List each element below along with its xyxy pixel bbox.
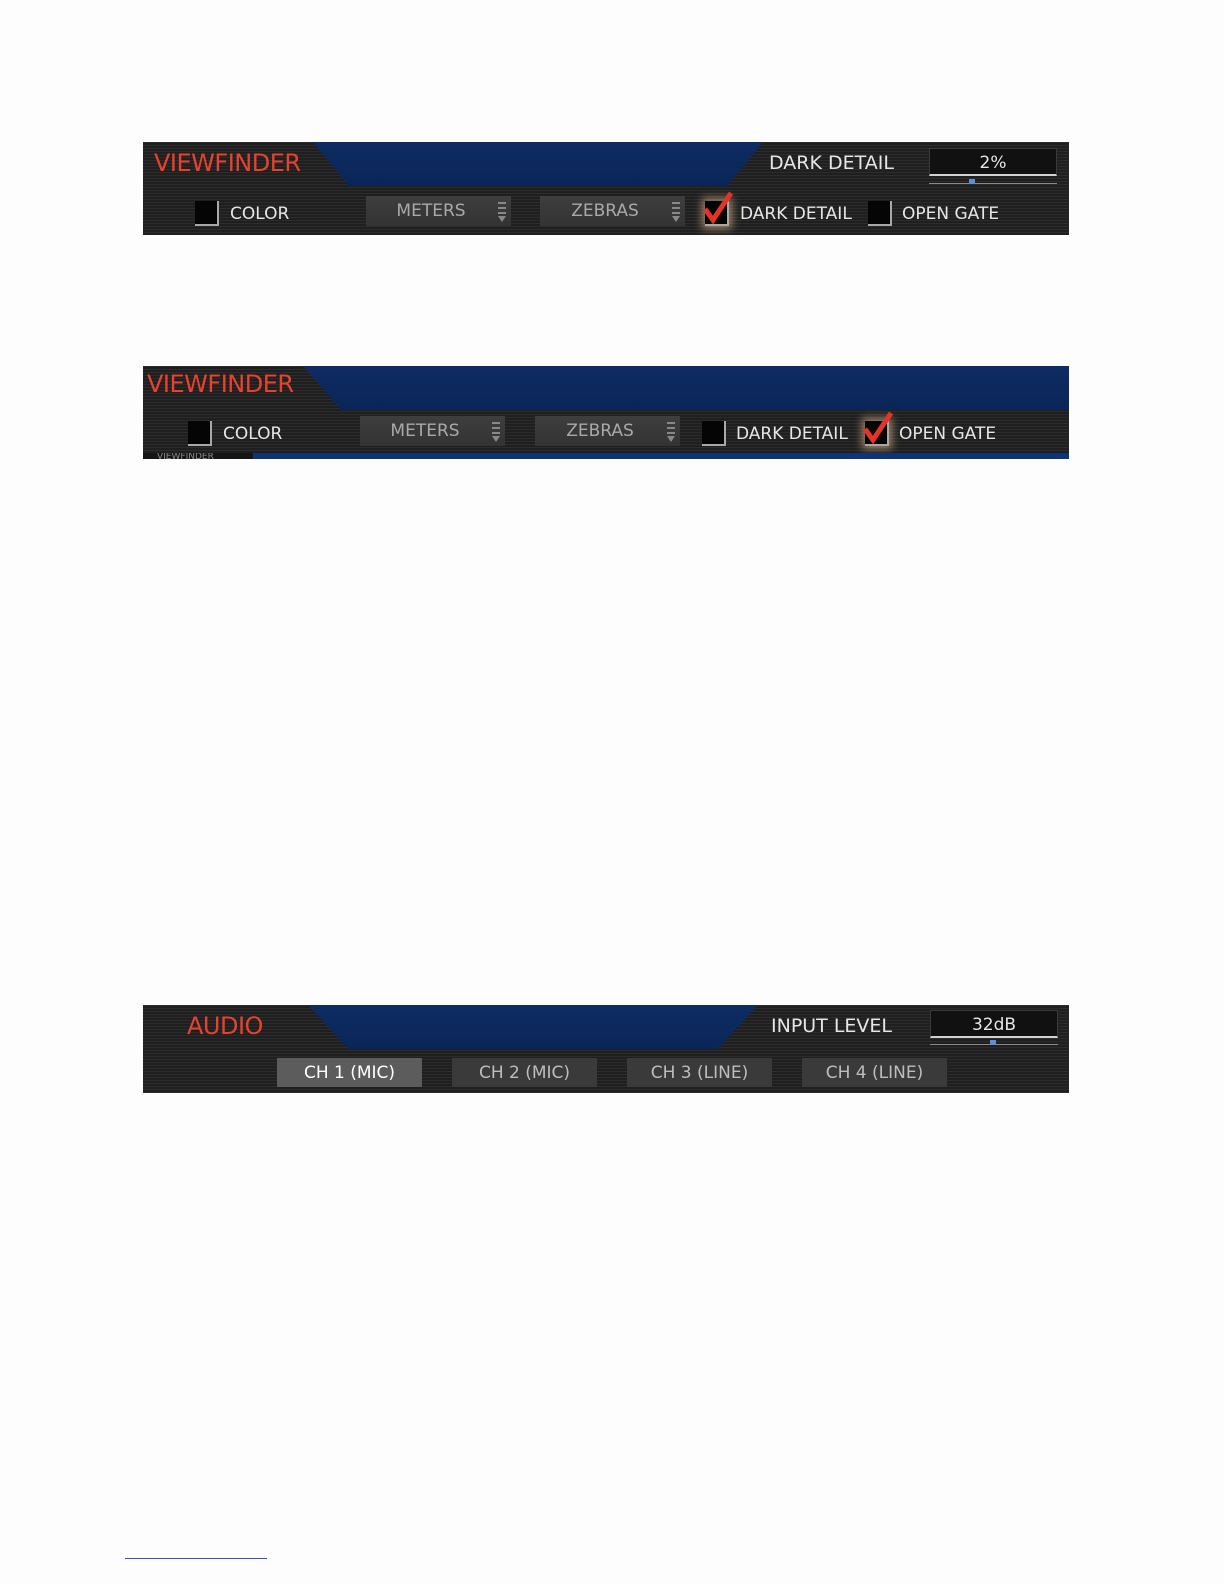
- color-label: COLOR: [223, 424, 283, 444]
- meters-dropdown[interactable]: [366, 196, 511, 226]
- slider-knob[interactable]: [990, 1040, 996, 1045]
- dark-detail-checkbox-label: DARK DETAIL: [736, 424, 848, 444]
- meters-dropdown-label: METERS: [390, 421, 460, 441]
- sub-tab-viewfinder[interactable]: VIEWFINDER: [143, 453, 253, 459]
- tab-ch3[interactable]: CH 3 (LINE): [627, 1058, 772, 1087]
- footnote-separator: [125, 1558, 267, 1559]
- viewfinder-panel-dark-detail: [143, 142, 1069, 235]
- color-checkbox[interactable]: [188, 421, 212, 446]
- chevron-down-icon: [671, 199, 681, 223]
- check-icon: [862, 411, 894, 445]
- open-gate-label: OPEN GATE: [902, 204, 1000, 224]
- audio-panel: [143, 1005, 1069, 1093]
- panel-header-band: [303, 366, 1069, 410]
- dark-detail-checkbox[interactable]: [705, 201, 729, 226]
- zebras-dropdown-label: ZEBRAS: [566, 421, 634, 441]
- open-gate-checkbox[interactable]: [868, 201, 892, 226]
- zebras-dropdown[interactable]: [535, 416, 680, 446]
- slider-knob[interactable]: [969, 179, 975, 184]
- input-level-label: INPUT LEVEL: [771, 1015, 893, 1037]
- bottom-blue-strip: [253, 453, 1069, 459]
- zebras-dropdown-label: ZEBRAS: [571, 201, 639, 221]
- dark-detail-level-label: DARK DETAIL: [769, 152, 894, 174]
- tab-ch2[interactable]: CH 2 (MIC): [452, 1058, 597, 1087]
- panel-header-band: [313, 142, 763, 186]
- panel-title: VIEWFINDER: [154, 149, 301, 177]
- open-gate-label: OPEN GATE: [899, 424, 997, 444]
- chevron-down-icon: [666, 419, 676, 443]
- dark-detail-value-field[interactable]: 2%: [929, 148, 1057, 176]
- tab-ch1[interactable]: CH 1 (MIC): [277, 1058, 422, 1087]
- color-checkbox[interactable]: [195, 201, 219, 226]
- meters-dropdown-label: METERS: [396, 201, 466, 221]
- chevron-down-icon: [491, 419, 501, 443]
- panel-title: AUDIO: [187, 1012, 263, 1040]
- tab-ch4[interactable]: CH 4 (LINE): [802, 1058, 947, 1087]
- open-gate-checkbox[interactable]: [865, 421, 889, 446]
- viewfinder-panel-open-gate: [143, 366, 1069, 459]
- dark-detail-checkbox-label: DARK DETAIL: [740, 204, 852, 224]
- zebras-dropdown[interactable]: [540, 196, 685, 226]
- dark-detail-slider[interactable]: [929, 180, 1057, 184]
- panel-title: VIEWFINDER: [147, 370, 294, 398]
- color-label: COLOR: [230, 204, 290, 224]
- panel-header-band: [308, 1005, 758, 1049]
- check-icon: [702, 191, 734, 225]
- meters-dropdown[interactable]: [360, 416, 505, 446]
- input-level-value-field[interactable]: 32dB: [930, 1010, 1058, 1038]
- dark-detail-checkbox[interactable]: [702, 421, 726, 446]
- chevron-down-icon: [497, 199, 507, 223]
- input-level-slider[interactable]: [930, 1041, 1058, 1045]
